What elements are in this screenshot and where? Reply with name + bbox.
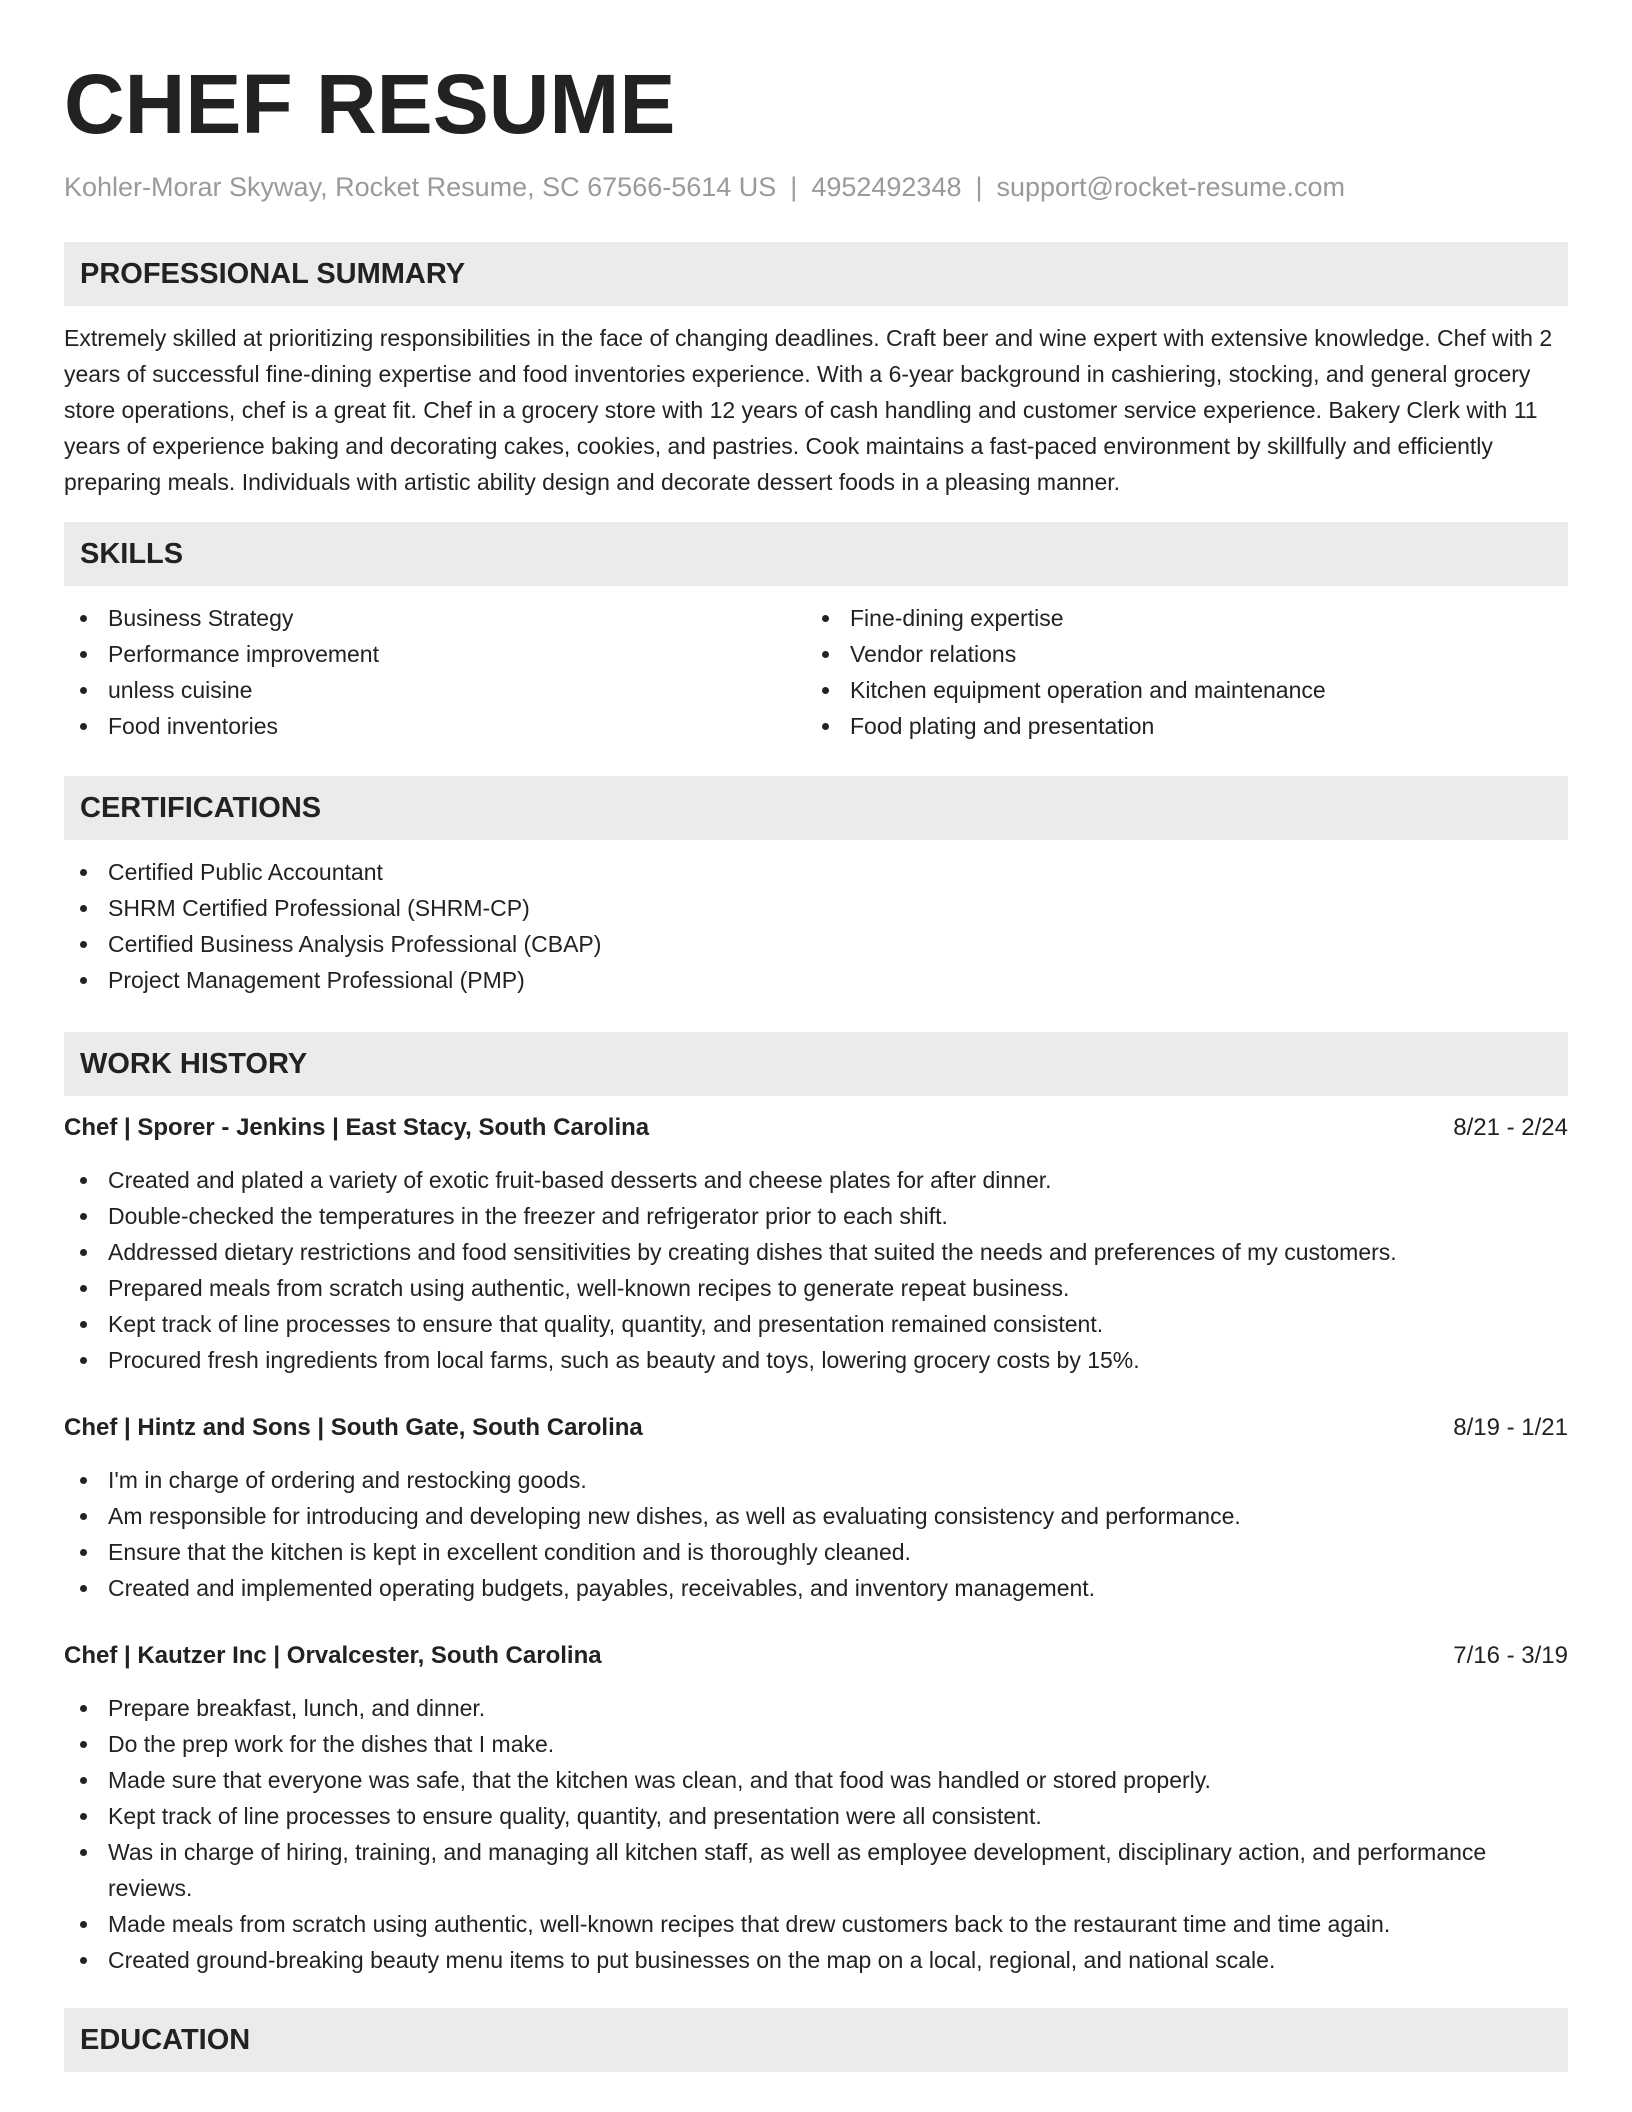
job-duty: Prepare breakfast, lunch, and dinner. (64, 1690, 1568, 1726)
job-title: Chef | Hintz and Sons | South Gate, South Carolina (64, 1414, 643, 1441)
job-duty: Do the prep work for the dishes that I make. (64, 1726, 1568, 1762)
section-header-work-history: WORK HISTORY (64, 1032, 1568, 1096)
job-title: Chef | Kautzer Inc | Orvalcester, South Carolina (64, 1642, 602, 1669)
contact-address: Kohler-Morar Skyway, Rocket Resume, SC 67566-5614 US (64, 172, 777, 202)
certification-item: SHRM Certified Professional (SHRM-CP) (64, 890, 1568, 926)
job-entry (64, 1110, 1568, 1378)
skill-item: unless cuisine (64, 672, 806, 708)
job-duty: Made sure that everyone was safe, that the kitchen was clean, and that food was handled or stored properly. (64, 1762, 1568, 1798)
summary-text: Extremely skilled at prioritizing responsibilities in the face of changing deadlines. Craft beer and wine expert with extensive knowledge. Chef with 2 years of successful fine-dining expertise and food inventories experience. With a 6-year background in cashiering, stocking, and general grocery store operations, chef is a great fit. Chef in a grocery store with 12 years of cash handling and customer service experience. Bakery Clerk with 11 years of experience baking and decorating cakes, cookies, and pastries. Cook maintains a fast-paced environment by skillfully and efficiently preparing meals. Individuals with artistic ability design and decorate dessert foods in a pleasing manner. (64, 325, 1553, 495)
contact-line (64, 170, 1568, 204)
job-header (64, 1410, 1568, 1446)
certifications-list (64, 854, 1568, 998)
job-duty: Was in charge of hiring, training, and managing all kitchen staff, as well as employee development, disciplinary action, and performance reviews. (64, 1834, 1568, 1906)
job-duty: Double-checked the temperatures in the freezer and refrigerator prior to each shift. (64, 1198, 1568, 1234)
job-dates: 8/21 - 2/24 (1453, 1114, 1568, 1141)
skill-item: Food inventories (64, 708, 806, 744)
section-header-summary: PROFESSIONAL SUMMARY (64, 242, 1568, 306)
job-duty: Kept track of line processes to ensure quality, quantity, and presentation were all consistent. (64, 1798, 1568, 1834)
certification-item: Project Management Professional (PMP) (64, 962, 1568, 998)
job-duty: Created and plated a variety of exotic fruit-based desserts and cheese plates for after dinner. (64, 1162, 1568, 1198)
job-entry (64, 1638, 1568, 1978)
skill-item: Food plating and presentation (806, 708, 1548, 744)
skill-item: Performance improvement (64, 636, 806, 672)
contact-phone: 4952492348 (811, 172, 962, 202)
job-dates: 7/16 - 3/19 (1453, 1642, 1568, 1669)
job-duty: Ensure that the kitchen is kept in excellent condition and is thoroughly cleaned. (64, 1534, 1568, 1570)
job-duty: Made meals from scratch using authentic, well-known recipes that drew customers back to the restaurant time and time again. (64, 1906, 1568, 1942)
resume-title: CHEF RESUME (64, 57, 676, 151)
job-duty: Prepared meals from scratch using authentic, well-known recipes to generate repeat business. (64, 1270, 1568, 1306)
job-duty: Created ground-breaking beauty menu items to put businesses on the map on a local, regional, and national scale. (64, 1942, 1568, 1978)
contact-separator: | (790, 172, 798, 202)
contact-email[interactable]: support@rocket-resume.com (996, 172, 1346, 202)
certification-item: Certified Business Analysis Professional (CBAP) (64, 926, 1568, 962)
skills-list-right (806, 600, 1548, 744)
section-header-certifications: CERTIFICATIONS (64, 776, 1568, 840)
certification-item: Certified Public Accountant (64, 854, 1568, 890)
skill-item: Business Strategy (64, 600, 806, 636)
job-duties (64, 1162, 1568, 1378)
job-duties (64, 1462, 1568, 1606)
section-header-skills: SKILLS (64, 522, 1568, 586)
job-duties (64, 1690, 1568, 1978)
job-header (64, 1110, 1568, 1146)
job-duty: Created and implemented operating budgets, payables, receivables, and inventory management. (64, 1570, 1568, 1606)
job-entry (64, 1410, 1568, 1606)
job-duty: Kept track of line processes to ensure that quality, quantity, and presentation remained consistent. (64, 1306, 1568, 1342)
job-title: Chef | Sporer - Jenkins | East Stacy, South Carolina (64, 1114, 650, 1141)
skill-item: Vendor relations (806, 636, 1548, 672)
job-duty: I'm in charge of ordering and restocking goods. (64, 1462, 1568, 1498)
skills-grid (64, 600, 1568, 744)
job-header (64, 1638, 1568, 1674)
section-header-education: EDUCATION (64, 2008, 1568, 2072)
contact-separator: | (975, 172, 983, 202)
skill-item: Fine-dining expertise (806, 600, 1548, 636)
resume-page (64, 0, 1568, 2072)
job-duty: Procured fresh ingredients from local farms, such as beauty and toys, lowering grocery costs by 15%. (64, 1342, 1568, 1378)
skills-list-left (64, 600, 806, 744)
job-dates: 8/19 - 1/21 (1453, 1414, 1568, 1441)
job-duty: Am responsible for introducing and developing new dishes, as well as evaluating consistency and performance. (64, 1498, 1568, 1534)
job-duty: Addressed dietary restrictions and food sensitivities by creating dishes that suited the needs and preferences of my customers. (64, 1234, 1568, 1270)
skill-item: Kitchen equipment operation and maintenance (806, 672, 1548, 708)
